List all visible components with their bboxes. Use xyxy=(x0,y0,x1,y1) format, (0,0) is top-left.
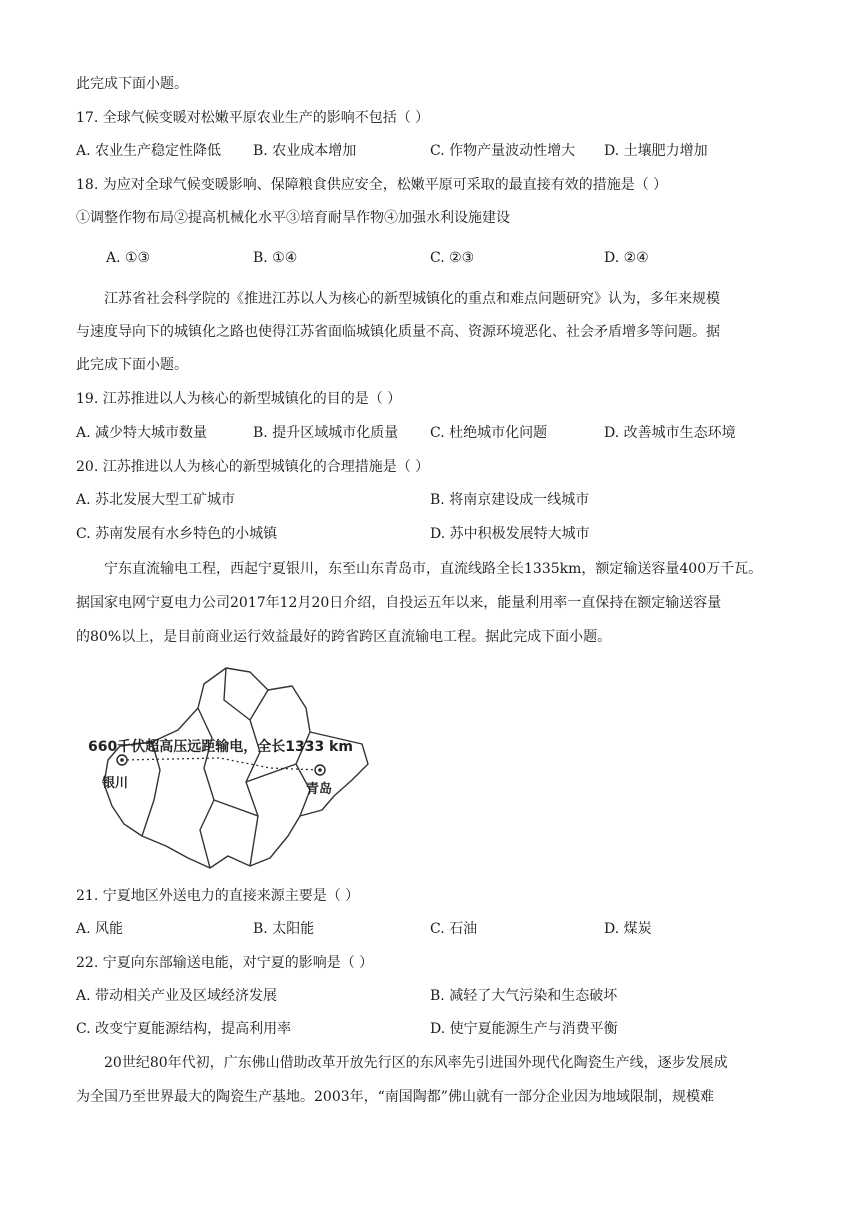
q21-option-b: B. 太阳能 xyxy=(253,921,315,937)
qingdao-marker xyxy=(315,765,325,775)
q19-option-d: D. 改善城市生态环境 xyxy=(604,425,736,441)
q22-option-a: A. 带动相关产业及区域经济发展 xyxy=(76,988,278,1004)
question-19-stem: 19. 江苏推进以人为核心的新型城镇化的目的是（ ） xyxy=(76,391,402,407)
q20-option-a: A. 苏北发展大型工矿城市 xyxy=(76,492,236,508)
question-18-choices: ①调整作物布局②提高机械化水平③培育耐旱作物④加强水利设施建设 xyxy=(76,210,510,226)
q22-option-d: D. 使宁夏能源生产与消费平衡 xyxy=(430,1021,618,1037)
q17-option-c: C. 作物产量波动性增大 xyxy=(430,143,576,159)
question-18-stem: 18. 为应对全球气候变暖影响、保障粮食供应安全，松嫩平原可采取的最直接有效的措施是（ ） xyxy=(76,177,668,193)
q22-option-c: C. 改变宁夏能源结构，提高利用率 xyxy=(76,1021,292,1037)
q19-option-c: C. 杜绝城市化问题 xyxy=(430,425,548,441)
q18-option-c: C. ②③ xyxy=(430,250,475,266)
question-17-stem: 17. 全球气候变暖对松嫩平原农业生产的影响不包括（ ） xyxy=(76,110,430,126)
q22-option-b: B. 减轻了大气污染和生态破坏 xyxy=(430,988,618,1004)
q20-option-d: D. 苏中积极发展特大城市 xyxy=(430,526,590,542)
passage-3-line-1: 宁东直流输电工程，西起宁夏银川，东至山东青岛市，直流线路全长1335km，额定输送容量400万千瓦。 xyxy=(104,561,763,577)
question-20-stem: 20. 江苏推进以人为核心的新型城镇化的合理措施是（ ） xyxy=(76,459,430,475)
transmission-route xyxy=(122,758,320,770)
passage-3-line-3: 的80%以上，是目前商业运行效益最好的跨省跨区直流输电工程。据此完成下面小题。 xyxy=(76,629,612,645)
q18-option-d: D. ②④ xyxy=(604,250,649,266)
q18-option-b: B. ①④ xyxy=(253,250,298,266)
passage-2-line-1: 江苏省社会科学院的《推进江苏以人为核心的新型城镇化的重点和难点问题研究》认为，多年来规模 xyxy=(104,291,720,307)
q19-option-a: A. 减少特大城市数量 xyxy=(76,425,208,441)
city-label-yinchuan: 银川 xyxy=(102,776,129,791)
q21-option-a: A. 风能 xyxy=(76,921,124,937)
city-label-qingdao: 青岛 xyxy=(306,782,333,797)
passage-3-line-2: 据国家电网宁夏电力公司2017年12月20日介绍，自投运五年以来，能量利用率一直保持在额定输送容量 xyxy=(76,595,722,611)
map-caption: 660千伏超高压远距输电，全长1333 km xyxy=(88,739,353,755)
q20-option-c: C. 苏南发展有水乡特色的小城镇 xyxy=(76,526,278,542)
passage-4-line-1: 20世纪80年代初，广东佛山借助改革开放先行区的东风率先引进国外现代化陶瓷生产线，逐步发展成 xyxy=(104,1055,728,1071)
passage-4-line-2: 为全国乃至世界最大的陶瓷生产基地。2003年，“南国陶都”佛山就有一部分企业因为地域限制，规模难 xyxy=(76,1089,714,1105)
passage-2-line-3: 此完成下面小题。 xyxy=(76,357,188,373)
q19-option-b: B. 提升区域城市化质量 xyxy=(253,425,399,441)
passage-ending: 此完成下面小题。 xyxy=(76,76,188,92)
q18-option-a: A. ①③ xyxy=(106,250,151,266)
question-22-stem: 22. 宁夏向东部输送电能，对宁夏的影响是（ ） xyxy=(76,955,374,971)
question-21-stem: 21. 宁夏地区外送电力的直接来源主要是（ ） xyxy=(76,888,360,904)
q21-option-d: D. 煤炭 xyxy=(604,921,652,937)
q17-option-d: D. 土壤肥力增加 xyxy=(604,143,708,159)
map-graphic xyxy=(100,660,390,870)
q21-option-c: C. 石油 xyxy=(430,921,478,937)
q17-option-b: B. 农业成本增加 xyxy=(253,143,357,159)
q20-option-b: B. 将南京建设成一线城市 xyxy=(430,492,590,508)
yinchuan-marker xyxy=(117,755,127,765)
q17-option-a: A. 农业生产稳定性降低 xyxy=(76,143,222,159)
transmission-line-map xyxy=(88,660,390,870)
passage-2-line-2: 与速度导向下的城镇化之路也使得江苏省面临城镇化质量不高、资源环境恶化、社会矛盾增多等问题。据 xyxy=(76,324,720,340)
